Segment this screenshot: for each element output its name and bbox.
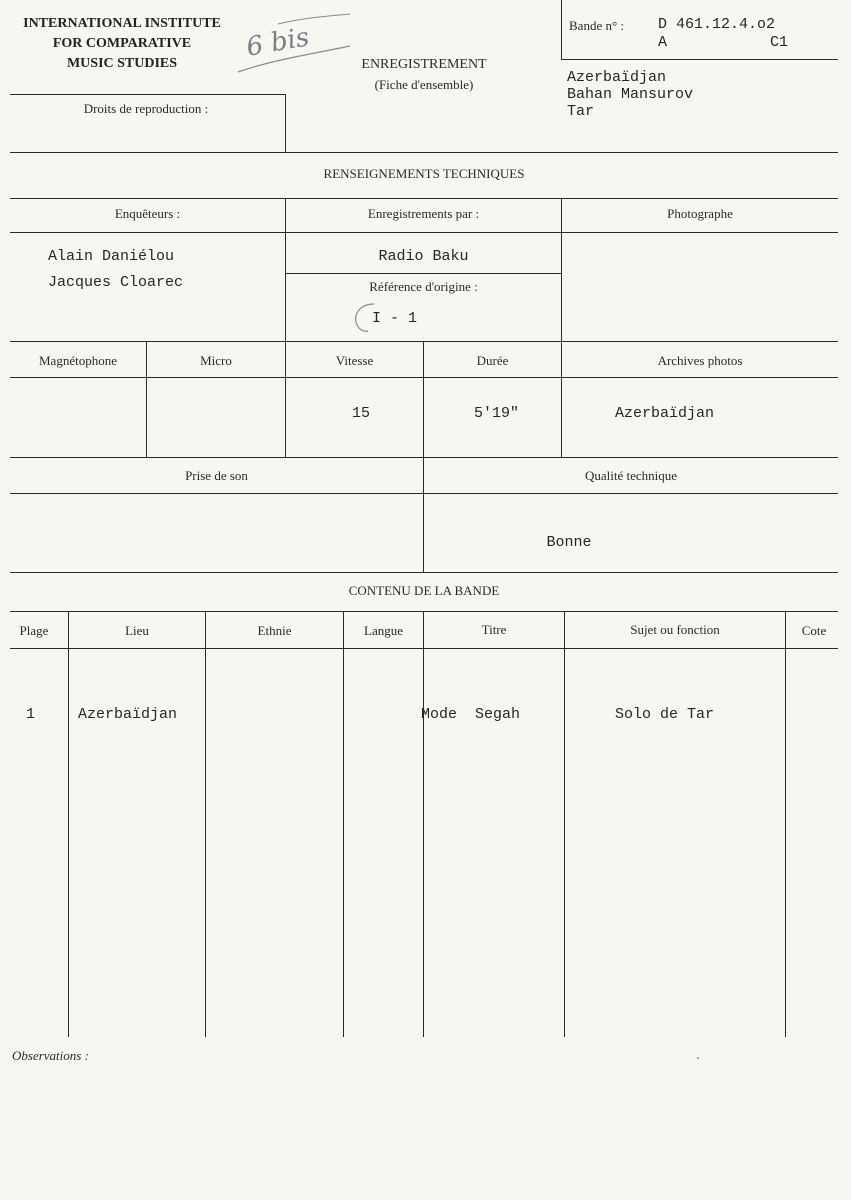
form-subtitle: (Fiche d'ensemble) [374, 77, 474, 92]
form-title: ENREGISTREMENT [361, 57, 487, 72]
divider [561, 0, 562, 60]
institute-line: FOR COMPARATIVE [52, 36, 192, 51]
row-plage: 1 [26, 706, 36, 723]
row-sujet: Solo de Tar [615, 706, 715, 723]
contents-section-title: CONTENU DE LA BANDE [348, 583, 500, 598]
divider [68, 611, 69, 1037]
vitesse-value: 15 [352, 405, 371, 422]
column-header-plage: Plage [19, 623, 49, 638]
institute-name [6, 14, 238, 74]
enqueteurs-label: Enquêteurs : [114, 206, 181, 221]
divider [785, 611, 786, 1037]
divider [10, 377, 838, 378]
micro-label: Micro [200, 353, 232, 368]
technical-section-title: RENSEIGNEMENTS TECHNIQUES [323, 166, 525, 181]
reference-label: Référence d'origine : [369, 279, 478, 294]
divider [10, 648, 838, 649]
institute-line: MUSIC STUDIES [66, 56, 178, 71]
column-header-lieu: Lieu [125, 623, 149, 638]
divider [286, 273, 561, 274]
row-titre: Mode Segah [421, 706, 521, 723]
divider [285, 94, 286, 153]
divider [10, 232, 838, 233]
observations-label: Observations : [12, 1048, 89, 1063]
summary-line: Tar [567, 103, 595, 120]
rights-label: Droits de reproduction : [83, 101, 209, 116]
divider [10, 198, 838, 199]
enqueteur-name: Alain Daniélou [48, 248, 175, 265]
bande-label: Bande n° : [569, 18, 625, 33]
prise-label: Prise de son [185, 468, 248, 483]
column-header-ethnie: Ethnie [257, 623, 292, 638]
paper-speck [697, 1057, 699, 1059]
svg-text:6 bis: 6 bis [244, 22, 312, 63]
divider [205, 611, 206, 1037]
bande-code: C1 [770, 34, 789, 51]
divider [10, 572, 838, 573]
column-header-sujet: Sujet ou fonction [630, 622, 720, 637]
divider [423, 611, 424, 1037]
duree-value: 5'19" [474, 405, 520, 422]
qualite-label: Qualité technique [584, 468, 678, 483]
summary-line: Bahan Mansurov [567, 86, 694, 103]
qualite-value: Bonne [546, 534, 592, 551]
institute-line: INTERNATIONAL INSTITUTE [23, 16, 221, 31]
summary-line: Azerbaïdjan [567, 69, 667, 86]
enregistrements-value: Radio Baku [378, 248, 469, 265]
vitesse-label: Vitesse [335, 353, 374, 368]
bande-number: D 461.12.4.o2 [658, 16, 776, 33]
column-header-cote: Cote [801, 623, 827, 638]
divider [10, 94, 286, 95]
divider [561, 59, 838, 60]
bande-side: A [658, 34, 668, 51]
divider [10, 493, 838, 494]
enregistrements-label: Enregistrements par : [367, 206, 480, 221]
divider [343, 611, 344, 1037]
magnetophone-label: Magnétophone [39, 353, 117, 368]
divider [564, 611, 565, 1037]
archives-label: Archives photos [657, 353, 743, 368]
pencil-circle [350, 300, 390, 336]
row-lieu: Azerbaïdjan [78, 706, 178, 723]
archives-value: Azerbaïdjan [615, 405, 715, 422]
reference-value: I - 1 [372, 310, 418, 327]
duree-label: Durée [476, 353, 509, 368]
photographe-label: Photographe [667, 206, 733, 221]
column-header-langue: Langue [364, 623, 403, 638]
column-header-titre: Titre [481, 622, 507, 637]
divider [10, 152, 838, 153]
enqueteur-name: Jacques Cloarec [48, 274, 184, 291]
